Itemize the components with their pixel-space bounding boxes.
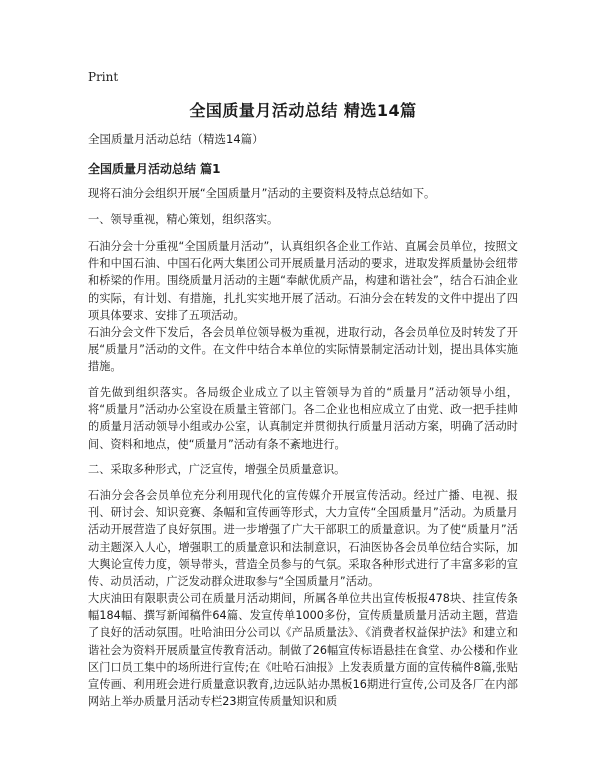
page-title: 全国质量月活动总结 精选14篇 — [189, 101, 417, 120]
paragraph: 首先做到组织落实。各局级企业成立了以主管领导为首的“质量月”活动领导小组，将“质量月”活动办公室设在质量主管部门。各二企业也相应成立了由党、政一把手挂帅的质量月活动领导小组或办公室，认真制定并贯彻执行质量月活动方案，明确了活动时间、资料和地点，使“质量月”活动有条不紊地进行。 — [88, 386, 518, 451]
paragraph: 石油分会十分重视“全国质量月活动”，认真组织各企业工作站、直属会员单位，按照文件和中国石油、中国石化两大集团公司开展质量月活动的要求，进取发挥质量协会纽带和桥梁的作用。围绕质量月活动的主题“奉献优质产品，构建和谐社会”，结合石油企业的实际，有计划、有措施，扎扎实实地开展了活动。石油分会在转发的文件中提出了四项具体要求、安排了五项活动。 — [88, 240, 518, 322]
paragraph: 石油分会各会员单位充分利用现代化的宣传媒介开展宣传活动。经过广播、电视、报刊、研讨会、知识竞赛、条幅和宣传画等形式，大力宣传“全国质量月”活动。为质量月活动开展营造了良好氛围。进一步增强了广大干部职工的质量意识。为了使“质量月”活动主题深入人心，增强职工的质量意识和法制意识，石油医协各会员单位结合实际，加大舆论宣传力度，领导带头，营造全员参与的气氛。采取各种形式进行了丰富多彩的宣传、动员活动，广泛发动群众进取参与“全国质量月”活动。 — [88, 489, 518, 589]
paragraph-heading-1: 一、领导重视，精心策划，组织落实。 — [88, 213, 279, 226]
print-link[interactable]: Print — [88, 70, 119, 84]
paragraph: 大庆油田有限职责公司在质量月活动期间，所属各单位共出宣传板报478块、挂宣传条幅184幅、撰写新闻稿件64篇、发宣传单1000多份，宣传质量质量月活动主题，营造了良好的活动氛围。吐哈油田分公司以《产品质量法》、《消费者权益保护法》和建立和谐社会为资料开展质量宣传教育活动。制做了26幅宣传标语悬挂在食堂、办公楼和作业区门口员工集中的场所进行宣传;在《吐哈石油报》上发表质量方面的宣传稿件8篇,张贴宣传画、利用班会进行质量意识教育,边远队站办黑板16期进行宣传,公司及各厂在内部网站上举办质量月活动专栏23期宣传质量知识和质 — [88, 592, 518, 709]
paragraph-intro: 现将石油分会组织开展“全国质量月”活动的主要资料及特点总结如下。 — [88, 187, 436, 200]
paragraph: 石油分会文件下发后，各会员单位领导极为重视，进取行动，各会员单位及时转发了开展“质量月”活动的文件。在文件中结合本单位的实际情景制定活动计划，提出具体实施措施。 — [88, 326, 518, 374]
document-subtitle: 全国质量月活动总结（精选14篇） — [88, 132, 264, 146]
section-heading: 全国质量月活动总结 篇1 — [88, 162, 221, 176]
paragraph-heading-2: 二、采取多种形式，广泛宣传，增强全员质量意识。 — [88, 463, 346, 476]
